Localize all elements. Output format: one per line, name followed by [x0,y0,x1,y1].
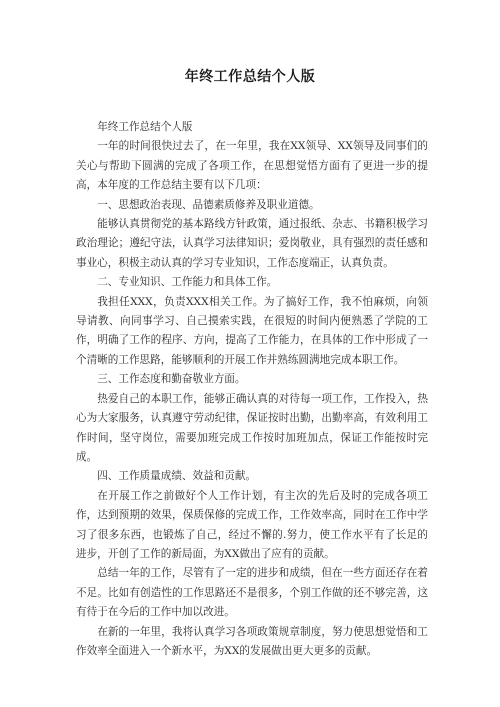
paragraph-summary: 总结一年的工作，尽管有了一定的进步和成绩，但在一些方面还存在着不足。比如有创造性的工作思路还不是很多，个别工作做的还不够完善，这有待于在今后的工作中加以改进。 [76,567,428,619]
paragraph-section-4: 在开展工作之前做好个人工作计划，有主次的先后及时的完成各项工作，达到预期的效果，保质保修的完成工作，工作效率高，同时在工作中学习了很多东西，也锻炼了自己，经过不懈的.努力，使工作水平有了长足的进步，开创了工作的新局面，为XX做出了应有的贡献。 [76,489,428,560]
section-heading-1: 一、思想政治表现、品德素质修养及职业道德。 [97,198,320,211]
section-heading-3: 三、工作态度和勤奋敬业方面。 [97,373,246,386]
section-heading-2: 二、专业知识、工作能力和具体工作。 [97,276,278,289]
document-body [76,118,428,661]
paragraph-intro: 一年的时间很快过去了，在一年里，我在XX领导、XX领导及同事们的关心与帮助下圆满的完成了各项工作，在思想觉悟方面有了更进一步的提高，本年度的工作总结主要有以下几项： [76,140,428,192]
section-heading-4: 四、工作质量成绩、效益和贡献。 [97,470,257,483]
paragraph-section-1: 能够认真贯彻党的基本路线方针政策，通过报纸、杂志、书籍积极学习政治理论；遵纪守法，认真学习法律知识；爱岗敬业，具有强烈的责任感和事业心，积极主动认真的学习专业知识，工作态度端正，认真负责。 [76,218,428,269]
paragraph-section-3: 热爱自己的本职工作，能够正确认真的对待每一项工作，工作投入，热心为大家服务，认真遵守劳动纪律，保证按时出勤，出勤率高，有效利用工作时间，坚守岗位，需要加班完成工作按时加班加点，保证工作能按时完成。 [76,392,428,463]
paragraph-closing: 在新的一年里，我将认真学习各项政策规章制度，努力使思想觉悟和工作效率全面进入一个新水平，为XX的发展做出更大更多的贡献。 [76,625,428,657]
paragraph-subtitle: 年终工作总结个人版 [97,121,193,133]
document-title: 年终工作总结个人版 [184,69,316,85]
paragraph-section-2: 我担任XXX，负责XXX相关工作。为了搞好工作，我不怕麻烦，向领导请教、向同事学习、自己摸索实践，在很短的时间内便熟悉了学院的工作，明确了工作的程序、方向，提高了工作能力，在具体的工作中形成了一个清晰的工作思路，能够顺利的开展工作并熟练圆满地完成本职工作。 [76,295,428,366]
